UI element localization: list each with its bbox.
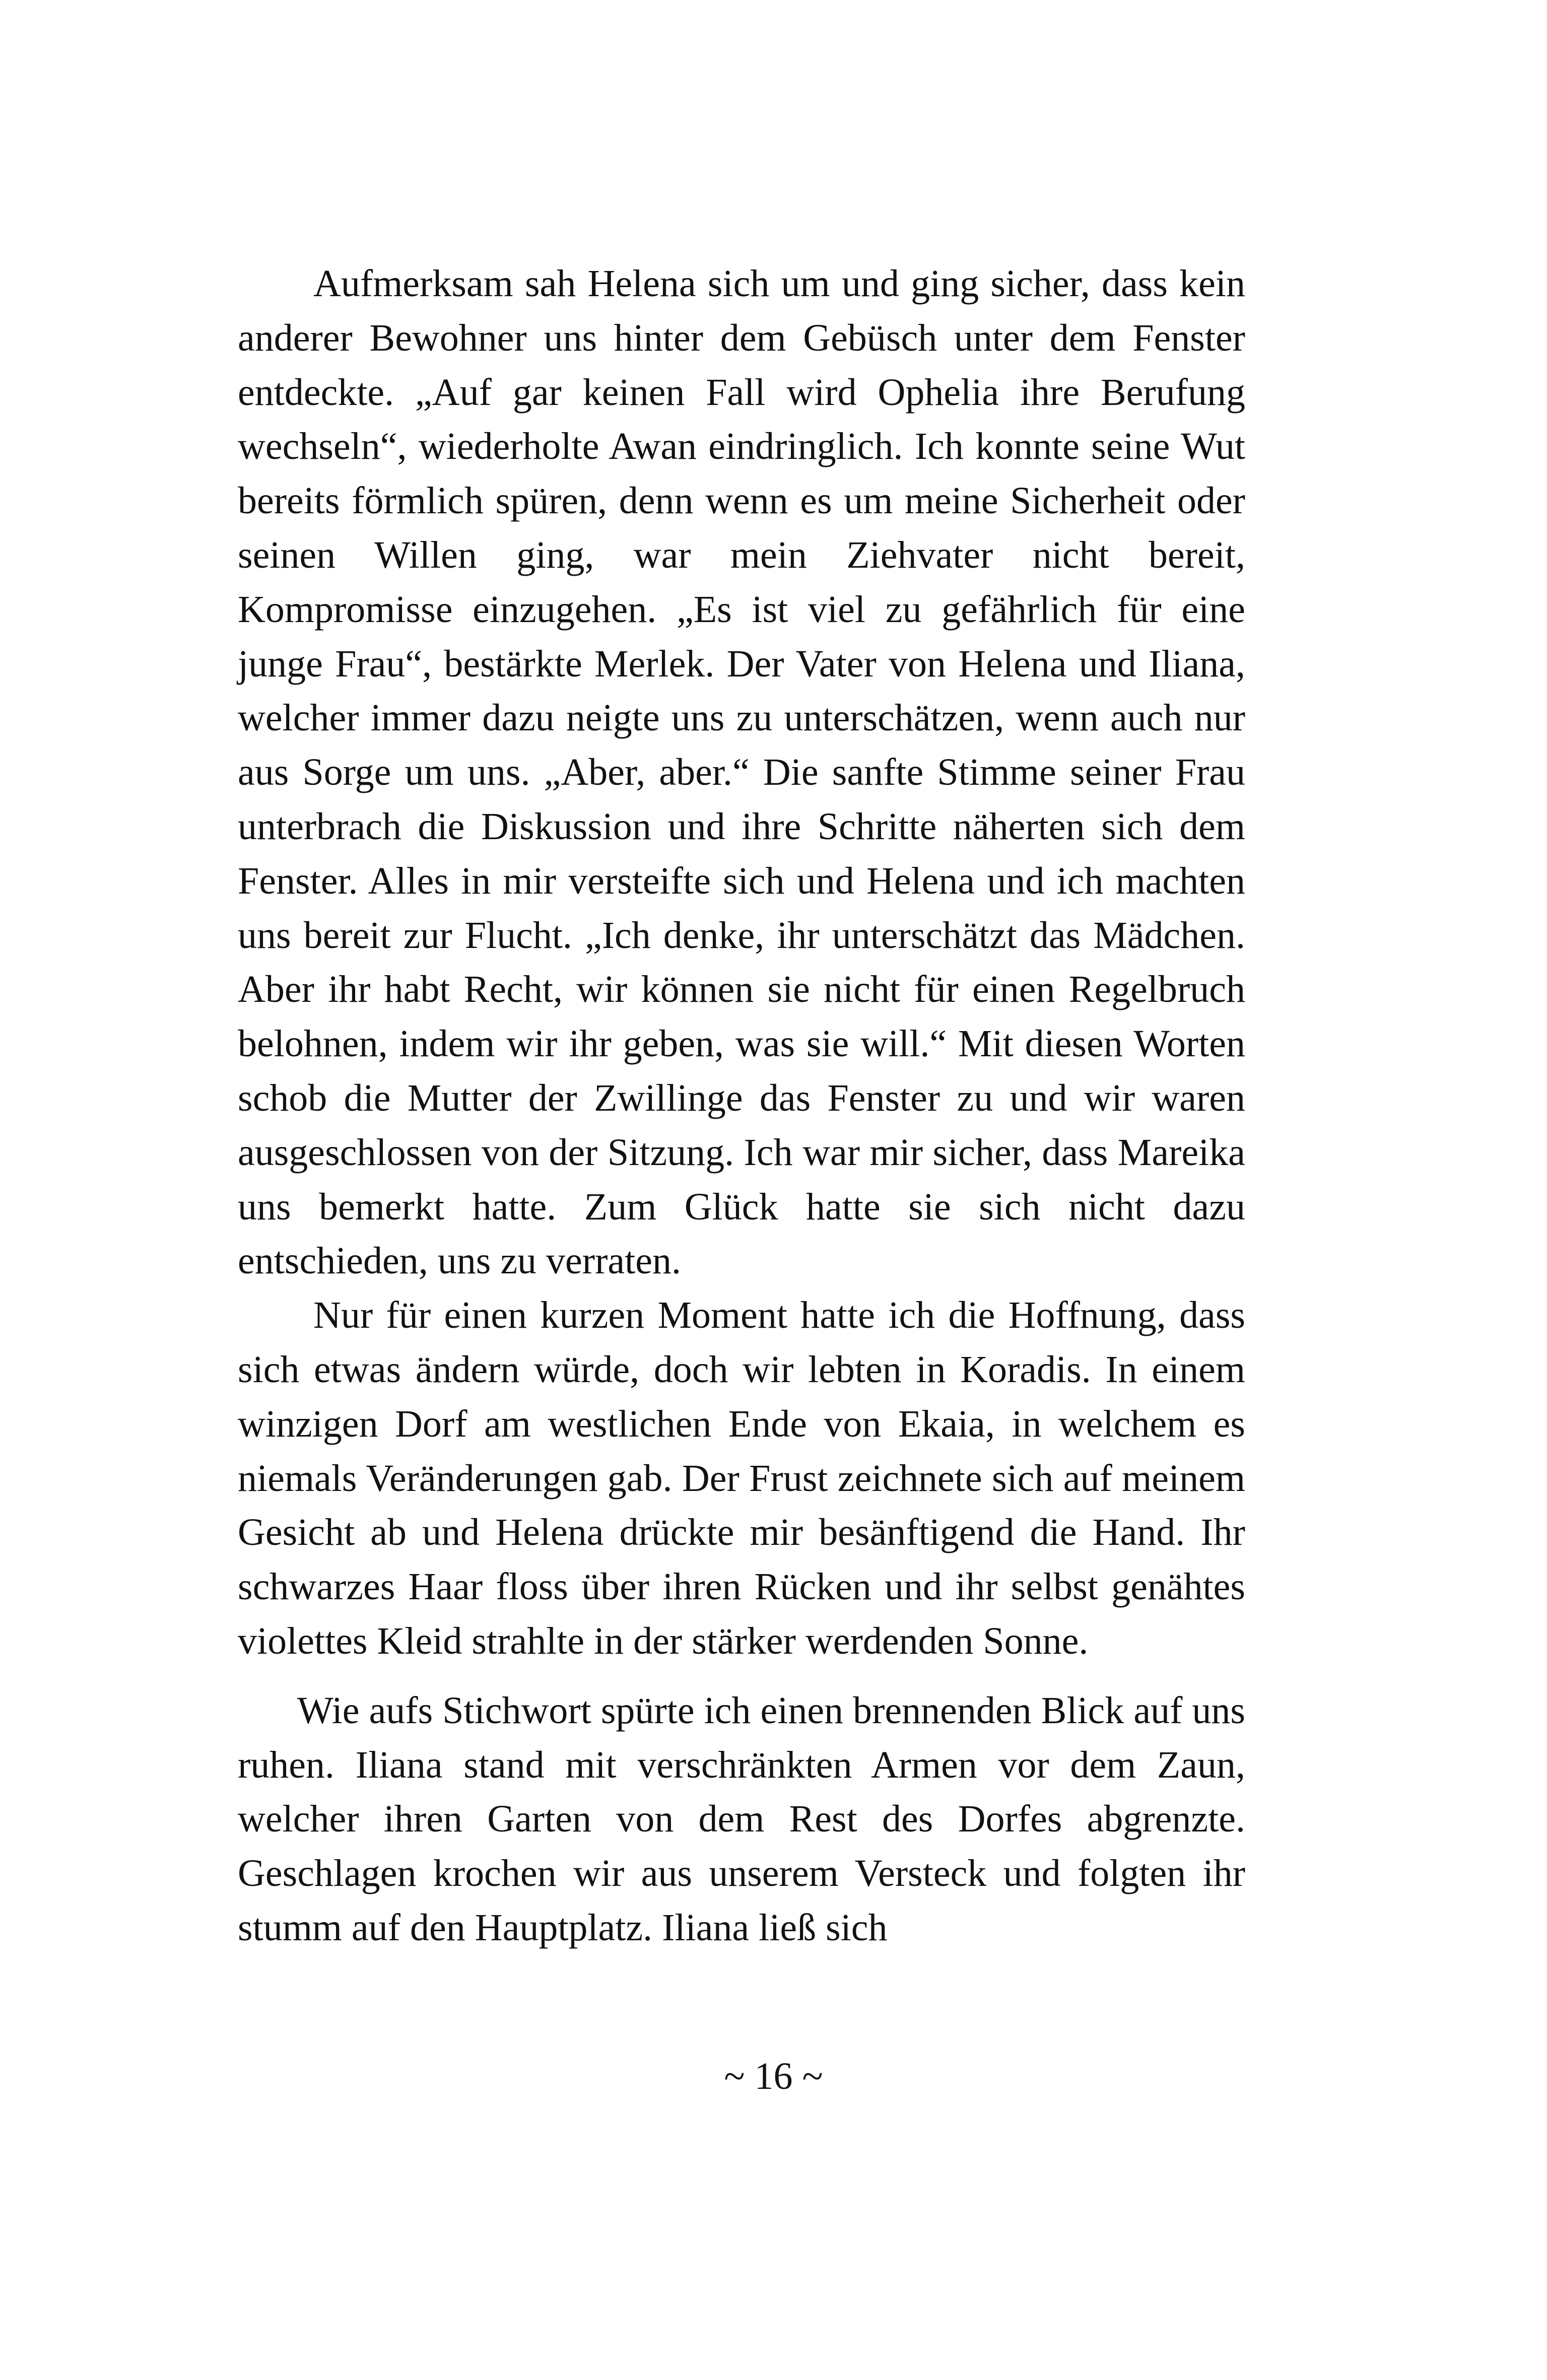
body-text (238, 257, 1245, 1955)
paragraph-3: Wie aufs Stichwort spürte ich einen brennenden Blick auf uns ruhen. Iliana stand mit verschränkten Armen vor dem Zaun, welcher ihren Garten von dem Rest des Dorfes abgrenzte. Geschlagen krochen wir aus unserem Versteck und folgten ihr stumm auf den Hauptplatz. Iliana ließ sich (238, 1689, 1245, 1949)
paragraph-gap (238, 1669, 1245, 1684)
paragraph-2: Nur für einen kurzen Moment hatte ich die Hoffnung, dass sich etwas ändern würde, doch wir lebten in Koradis. In einem winzigen Dorf am westlichen Ende von Ekaia, in welchem es niemals Veränderungen gab. Der Frust zeichnete sich auf meinem Gesicht ab und Helena drückte mir besänftigend die Hand. Ihr schwarzes Haar floss über ihren Rücken und ihr selbst genähtes violettes Kleid strahlte in der stärker werdenden Sonne. (238, 1294, 1245, 1662)
page-number: ~ 16 ~ (724, 2055, 823, 2097)
paragraph-1: Aufmerksam sah Helena sich um und ging sicher, dass kein anderer Bewohner uns hinter dem Gebüsch unter dem Fenster entdeckte. „Auf gar keinen Fall wird Ophelia ihre Berufung wechseln“, wiederholte Awan eindringlich. Ich konnte seine Wut bereits förmlich spüren, denn wenn es um meine Sicherheit oder seinen Willen ging, war mein Ziehvater nicht bereit, Kompromisse einzugehen. „Es ist viel zu gefährlich für eine junge Frau“, bestärkte Merlek. Der Vater von Helena und Iliana, welcher immer dazu neigte uns zu unterschätzen, wenn auch nur aus Sorge um uns. „Aber, aber.“ Die sanfte Stimme seiner Frau unterbrach die Diskussion und ihre Schritte näherten sich dem Fenster. Alles in mir versteifte sich und Helena und ich machten uns bereit zur Flucht. „Ich denke, ihr unterschätzt das Mädchen. Aber ihr habt Recht, wir können sie nicht für einen Regelbruch belohnen, indem wir ihr geben, was sie will.“ Mit diesen Worten schob die Mutter der Zwillinge das Fenster zu und wir waren ausgeschlossen von der Sitzung. Ich war mir sicher, dass Mareika uns bemerkt hatte. Zum Glück hatte sie sich nicht dazu entschieden, uns zu verraten. (238, 262, 1245, 1282)
